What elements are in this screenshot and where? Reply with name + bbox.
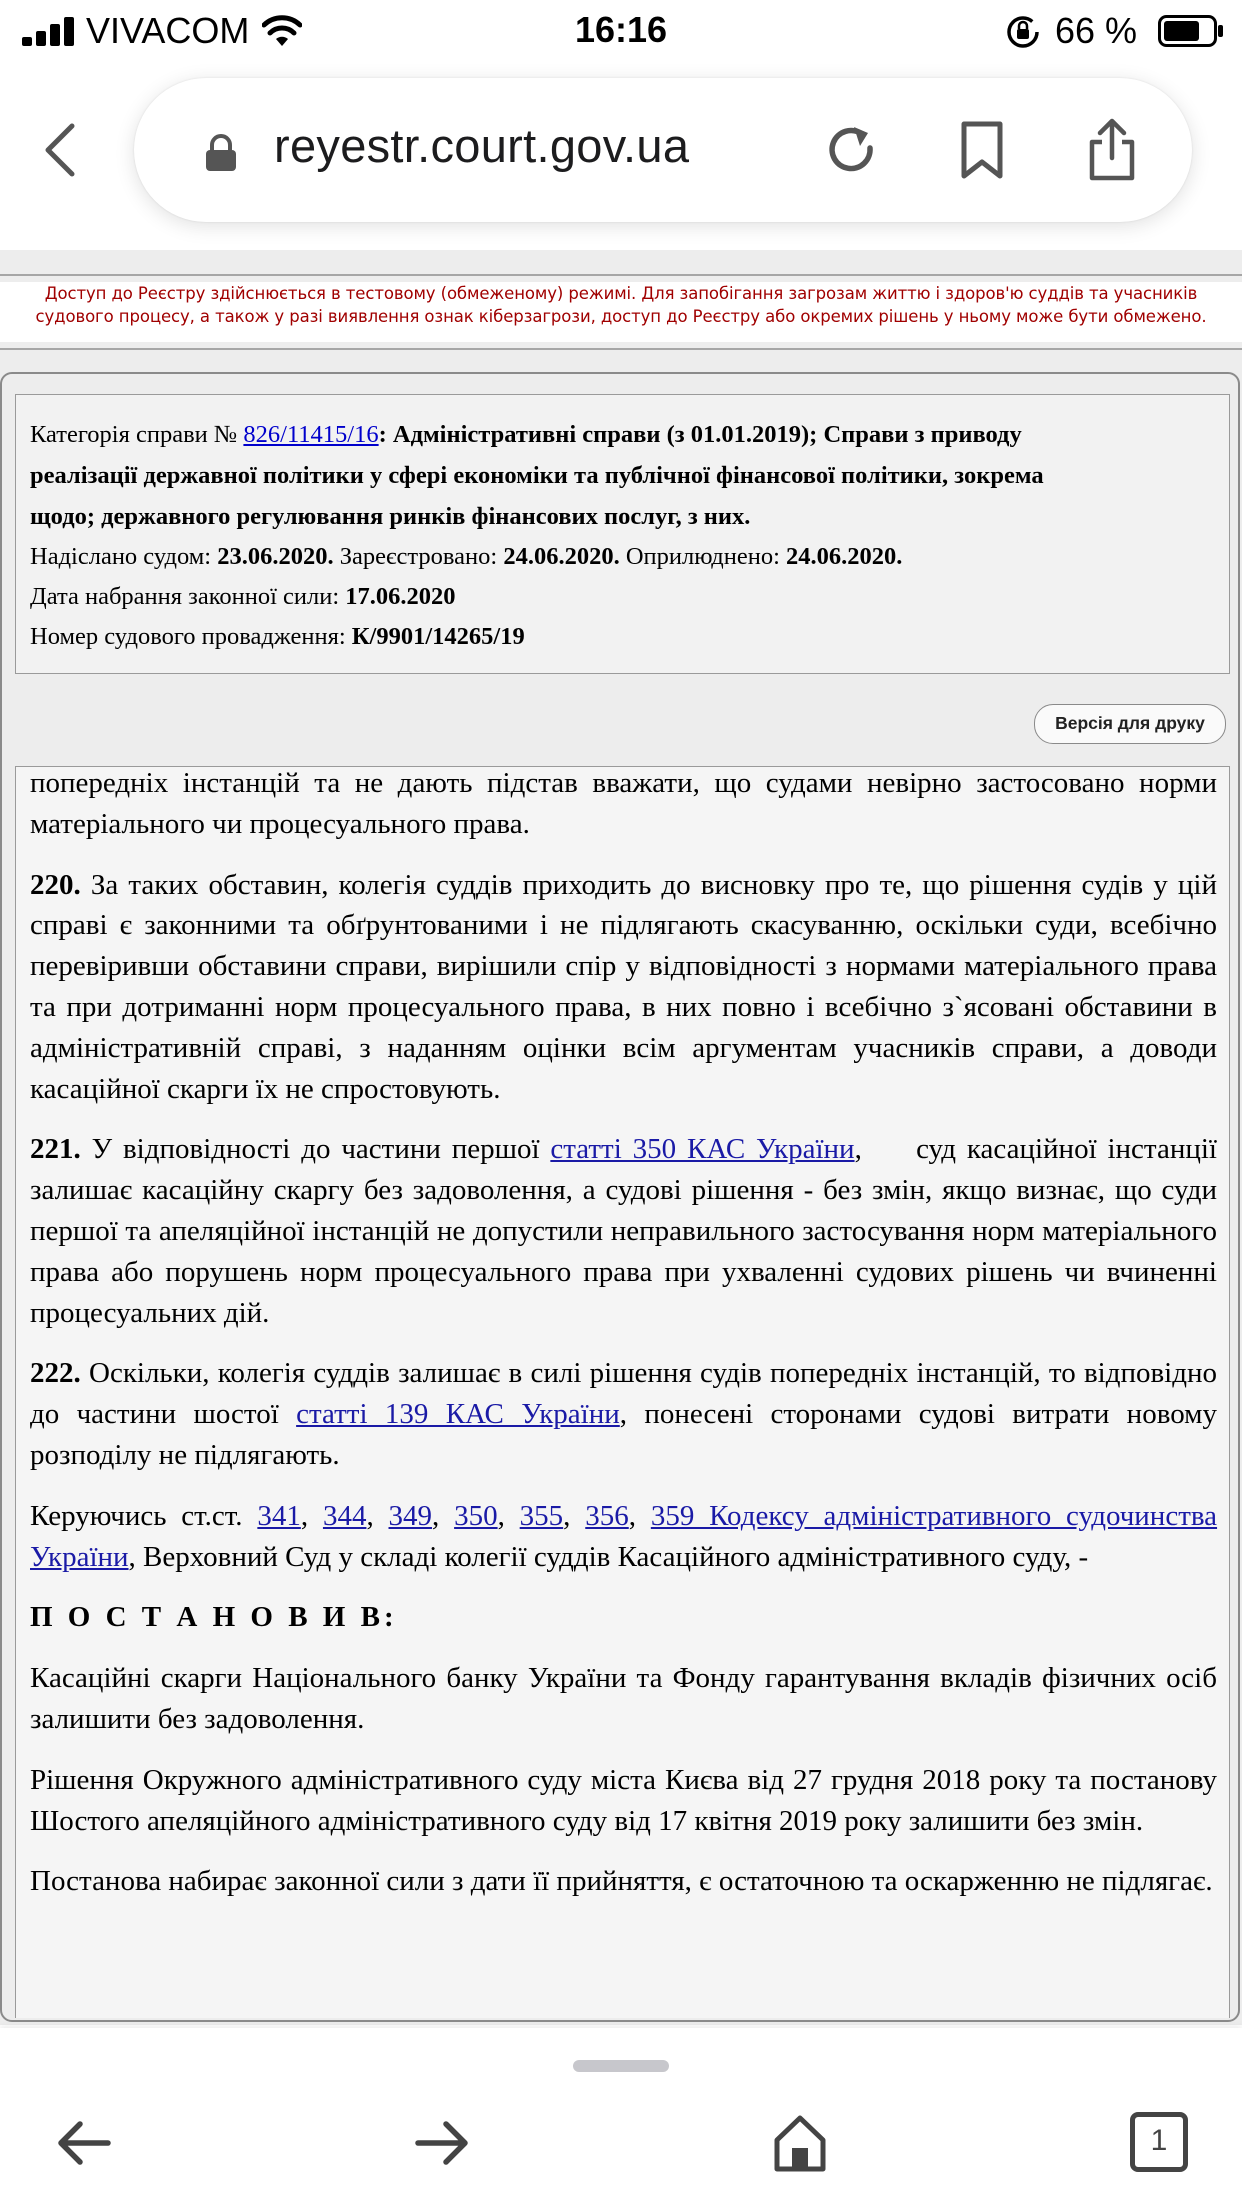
url-text[interactable]: reyestr.court.gov.ua <box>274 119 690 172</box>
case-category-cont: щодо; державного регулювання ринків фінансових послуг, з них. <box>30 503 751 530</box>
document-container <box>0 372 1240 2022</box>
divider <box>0 274 1242 276</box>
paragraph-intro: попередніх інстанцій та не дають підстав вважати, що судами невірно застосовано норми матеріального чи процесуального права. <box>30 767 1217 840</box>
clock: 16:16 <box>574 9 668 50</box>
battery-percentage: 66 % <box>1055 10 1138 51</box>
print-version-button[interactable]: Версія для друку <box>1034 704 1226 744</box>
article-344-link[interactable]: 344 <box>322 1499 367 1532</box>
case-metadata-panel <box>15 394 1230 674</box>
rotation-lock-icon <box>1005 14 1041 50</box>
article-356-link[interactable]: 356 <box>585 1499 629 1532</box>
home-icon[interactable] <box>772 2114 828 2172</box>
article-139-link[interactable]: статті 139 КАС України <box>296 1398 620 1431</box>
bookmark-icon[interactable] <box>958 120 1006 180</box>
case-category: Категорія справи № 826/11415/16: Адміністративні справи (з 01.01.2019); Справи з приводу <box>30 421 1022 448</box>
battery-icon <box>1158 15 1224 47</box>
reload-icon[interactable] <box>824 122 880 178</box>
case-category-cont: реалізації державної політики у сфері економіки та публічної фінансової політики, зокрема <box>30 462 1044 489</box>
resolution-paragraph-1: Касаційні скарги Національного банку України та Фонду гарантування вкладів фізичних осіб залишити без задоволення. <box>30 1662 1217 1735</box>
paragraph-221: 221. У відповідності до частини першої статті 350 КАС України, суд касаційної інстанції залишає касаційну скаргу без задоволення, а судові рішення - без змін, якщо визнає, що суди першої та апеляційної інстанцій не допустили неправильного застосування норм матеріального права або порушень норм процесуального права при ухваленні судових рішень чи вчиненні процесуальних дій. <box>30 1133 1225 1329</box>
resolution-paragraph-3: Постанова набирає законної сили з дати її прийняття, є остаточною та оскарженню не підлягає. <box>30 1865 1213 1898</box>
case-number-link[interactable]: 826/11415/16 <box>243 421 379 448</box>
article-359-code-link[interactable]: 359 Кодексу адміністративного судочинства України <box>30 1499 1218 1573</box>
lock-icon <box>204 134 238 172</box>
carrier-name: VIVACOM <box>86 10 250 51</box>
status-bar <box>0 0 1242 62</box>
article-350-link[interactable]: статті 350 КАС України <box>550 1133 855 1166</box>
warning-line-1: Доступ до Реєстру здійснюється в тестовому (обмеженому) режимі. Для запобігання загрозам життю і здоров'ю суддів та учасників <box>44 284 1198 303</box>
browser-toolbar <box>0 2028 1242 2208</box>
paragraph-220: 220. За таких обставин, колегія суддів приходить до висновку про те, що рішення судів у цій справі є законними та обґрунтованими і не підлягають скасуванню, оскільки суди, всебічно перевіривши обставини справи, вирішили спір у відповідності з нормами матеріального права та при дотриманні норм процесуального права, в них повно і всебічно з`ясовані обставини в адміністративній справі, з наданням оцінки всім аргументам учасників справи, а доводи касаційної скарги їх не спростовують. <box>30 868 1217 1105</box>
article-341-link[interactable]: 341 <box>257 1499 301 1532</box>
paragraph-guided-by: Керуючись ст.ст. 341, 344, 349, 350, 355, 356, 359 Кодексу адміністративного судочинства України, Верховний Суд у складі колегії суддів Касаційного адміністративного суду, - <box>30 1499 1218 1573</box>
browser-back-icon[interactable] <box>40 122 80 178</box>
divider <box>0 348 1242 350</box>
article-355-link[interactable]: 355 <box>519 1499 564 1532</box>
drag-handle[interactable] <box>573 2060 669 2072</box>
share-icon[interactable] <box>1086 118 1138 182</box>
tabs-icon[interactable] <box>1130 2112 1188 2172</box>
article-350-link[interactable]: 350 <box>454 1499 498 1532</box>
case-dates: Надіслано судом: 23.06.2020. Зареєстровано: 24.06.2020. Оприлюднено: 24.06.2020. <box>30 543 903 570</box>
document-text <box>15 766 1230 2018</box>
arrow-right-icon[interactable] <box>414 2118 470 2168</box>
warning-line-2: судового процесу, а також у разі виявлення ознак кіберзагрози, доступ до Реєстру або окремих рішень у ньому може бути обмежено. <box>35 307 1207 326</box>
address-bar[interactable] <box>134 78 1192 222</box>
web-page <box>0 250 1242 2025</box>
resolution-paragraph-2: Рішення Окружного адміністративного суду міста Києва від 27 грудня 2018 року та постанову Шостого апеляційного адміністративного суду від 17 квітня 2019 року залишити без змін. <box>30 1763 1217 1837</box>
access-warning-banner <box>0 282 1242 342</box>
resolution-heading: П О С Т А Н О В И В: <box>30 1601 398 1634</box>
tab-count: 1 <box>1150 2124 1168 2157</box>
arrow-left-icon[interactable] <box>56 2118 112 2168</box>
paragraph-222: 222. Оскільки, колегія суддів залишає в силі рішення судів попередніх інстанцій, то відповідно до частини шостої статті 139 КАС України, понесені сторонами судові витрати новому розподілу не підлягають. <box>30 1357 1217 1471</box>
proceeding-number: Номер судового провадження: К/9901/14265/19 <box>30 623 525 650</box>
article-349-link[interactable]: 349 <box>388 1499 433 1532</box>
effective-date: Дата набрання законної сили: 17.06.2020 <box>30 583 456 610</box>
